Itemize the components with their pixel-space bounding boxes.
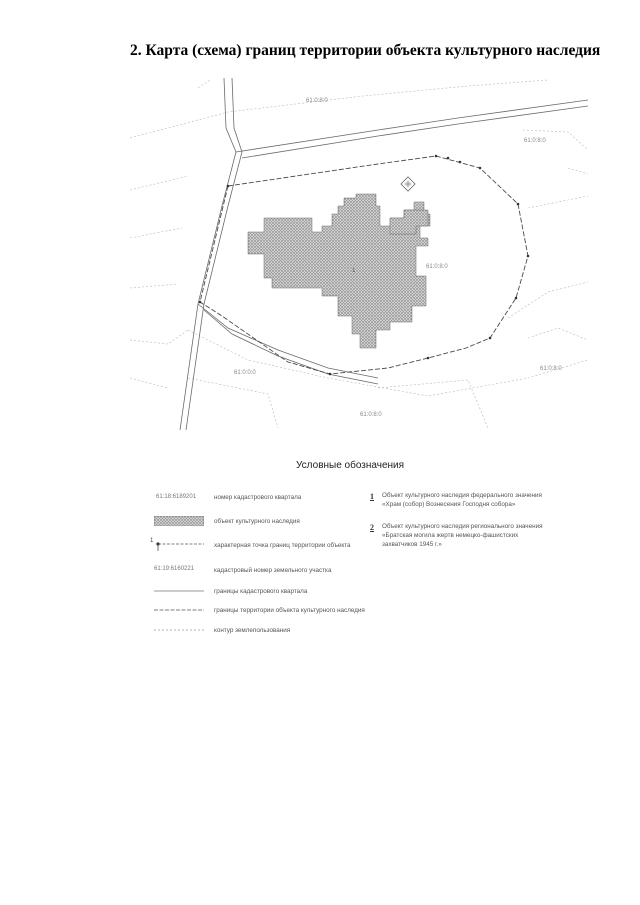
map-label-top: 61:0:8:0: [306, 98, 328, 104]
legend-title: Условные обозначения: [296, 460, 405, 471]
legend-text-quarter-boundary: границы кадастрового квартала: [214, 588, 308, 595]
map-label-left-bottom: 61:0:0:0: [234, 370, 256, 376]
map-label-right-bottom: 61:0:8:0: [540, 366, 562, 372]
legend-object-1-line-1: Объект культурного наследия федерального значения: [382, 492, 542, 499]
legend-text-parcel-number: кадастровый номер земельного участка: [214, 567, 332, 574]
heritage-object-2: [401, 177, 415, 191]
legend-symbol-territory-boundary: [154, 608, 204, 612]
legend-object-2-line-1: Объект культурного наследия регионального значения: [382, 523, 543, 530]
legend-symbol-parcel-number: 61:19:6160221: [154, 566, 195, 572]
legend-object-2-line-3: захватчиков 1945 г.»: [382, 541, 442, 548]
page-title: 2. Карта (схема) границ территории объекта культурного наследия: [130, 42, 601, 59]
legend-object-2-number: 2: [370, 523, 374, 532]
legend-text-contour: контур землепользования: [214, 627, 291, 634]
legend-symbol-heritage: [154, 516, 204, 526]
map-label-right: 61:0:8:0: [426, 264, 448, 270]
legend-symbol-point: [150, 536, 206, 552]
map-label-bottom: 61:0:8:0: [360, 412, 382, 418]
legend-text-point: характерная точка границ территории объекта: [214, 542, 351, 549]
legend-symbol-quarter-boundary: [154, 589, 204, 593]
boundary-map: [128, 78, 588, 430]
heritage-object-1-wing: [390, 210, 428, 234]
map-label-right-edge: 61:0:8:0: [524, 138, 546, 144]
legend-symbol-quarter-number: 61:18:6189201: [156, 494, 197, 500]
legend-object-1-number: 1: [370, 492, 374, 501]
legend-text-quarter-number: номер кадастрового квартала: [214, 494, 302, 501]
legend-text-territory-boundary: границы территории объекта культурного наследия: [214, 607, 365, 614]
svg-text:1: 1: [150, 538, 154, 544]
legend-text-heritage: объект культурного наследия: [214, 518, 300, 525]
legend-object-2-line-2: «Братская могила жертв немецко-фашистских: [382, 532, 519, 539]
legend-object-1-line-2: «Храм (собор) Вознесения Господня собора»: [382, 501, 516, 508]
heritage-object-1: [248, 194, 430, 348]
legend-symbol-contour: [154, 628, 204, 632]
object-1-number: 1: [352, 268, 356, 274]
